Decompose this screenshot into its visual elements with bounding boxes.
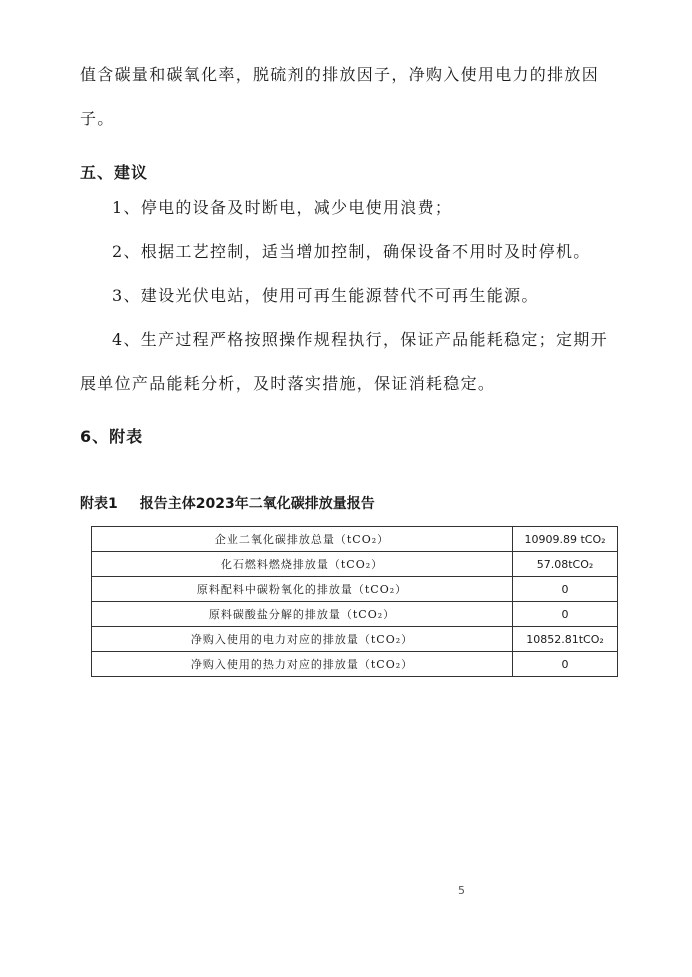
recommendation-2: 2、根据工艺控制，适当增加控制，确保设备不用时及时停机。 [112,242,591,261]
row-value-total: 10909.89 tCO₂ [513,527,618,552]
recommendation-1: 1、停电的设备及时断电，减少电使用浪费； [112,198,453,217]
table-row [92,527,618,552]
table-title: 报告主体2023年二氧化碳排放量报告 [139,496,375,512]
row-value-carbonate: 0 [513,602,618,627]
row-label-total: 企业二氧化碳排放总量（tCO₂） [92,527,513,552]
page-number: 5 [458,884,465,897]
table-caption [80,493,375,513]
row-value-heat: 0 [513,652,618,677]
row-label-carbon-powder: 原料配料中碳粉氧化的排放量（tCO₂） [92,577,513,602]
table-row [92,552,618,577]
table-label: 附表1 [80,496,118,512]
row-label-electricity: 净购入使用的电力对应的排放量（tCO₂） [92,627,513,652]
section-5-heading: 五、建议 [80,163,149,182]
row-value-fossil-fuel: 57.08tCO₂ [513,552,618,577]
recommendation-3: 3、建设光伏电站，使用可再生能源替代不可再生能源。 [112,286,539,305]
row-value-carbon-powder: 0 [513,577,618,602]
row-label-heat: 净购入使用的热力对应的排放量（tCO₂） [92,652,513,677]
table-row [92,627,618,652]
section-6-heading: 6、附表 [80,427,144,446]
recommendation-4: 4、生产过程严格按照操作规程执行，保证产品能耗稳定；定期开展单位产品能耗分析，及时落实措施，保证消耗稳定。 [80,330,608,393]
row-label-carbonate: 原料碳酸盐分解的排放量（tCO₂） [92,602,513,627]
table-row [92,577,618,602]
table-row [92,602,618,627]
emissions-table [91,526,618,677]
intro-continuation: 值含碳量和碳氧化率，脱硫剂的排放因子，净购入使用电力的排放因子。 [80,65,600,128]
row-value-electricity: 10852.81tCO₂ [513,627,618,652]
table-row [92,652,618,677]
row-label-fossil-fuel: 化石燃料燃烧排放量（tCO₂） [92,552,513,577]
